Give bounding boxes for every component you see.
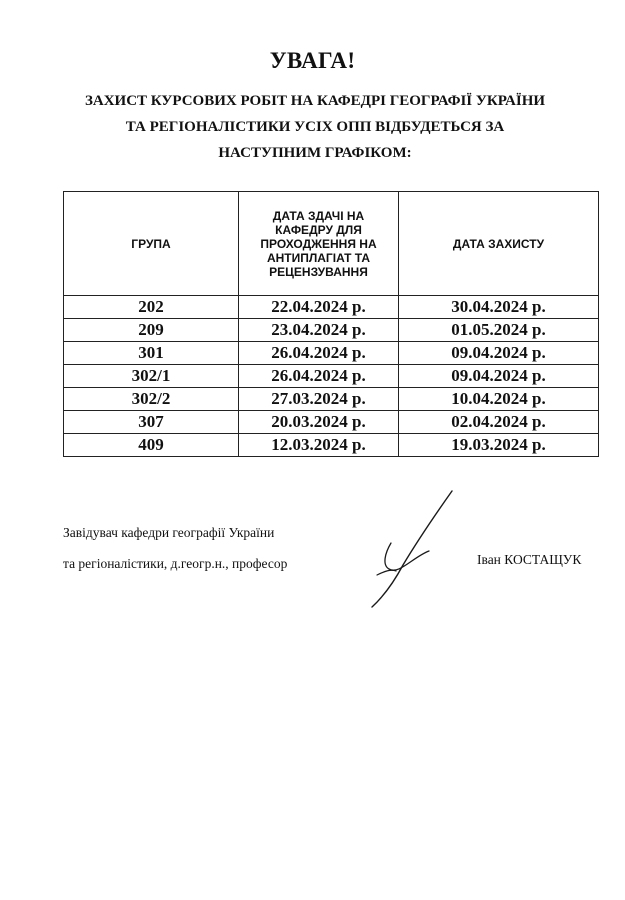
table-row <box>64 411 599 434</box>
schedule-table-body <box>64 296 599 457</box>
signer-position-line1: Завідувач кафедри географії України <box>63 525 275 540</box>
table-header-row <box>64 192 599 296</box>
table-row <box>64 388 599 411</box>
cell-date: 22.04.2024 р. <box>239 296 399 319</box>
signer-name: Іван КОСТАЩУК <box>477 552 582 567</box>
signer-position-line2: та регіоналістики, д.геогр.н., професор <box>63 556 288 571</box>
cell-group: 302/2 <box>64 388 239 411</box>
signer-position <box>63 517 363 579</box>
cell-group: 307 <box>64 411 239 434</box>
cell-defense: 09.04.2024 р. <box>399 365 599 388</box>
cell-group: 209 <box>64 319 239 342</box>
cell-defense: 30.04.2024 р. <box>399 296 599 319</box>
cell-date: 26.04.2024 р. <box>239 342 399 365</box>
cell-defense: 02.04.2024 р. <box>399 411 599 434</box>
column-header-submit-date-text: ДАТА ЗДАЧІ НА КАФЕДРУ ДЛЯ ПРОХОДЖЕННЯ НА АНТИПЛАГІАТ ТА РЕЦЕНЗУВАННЯ <box>260 208 377 279</box>
cell-date: 12.03.2024 р. <box>239 434 399 457</box>
table-row <box>64 342 599 365</box>
cell-date: 26.04.2024 р. <box>239 365 399 388</box>
cell-date: 20.03.2024 р. <box>239 411 399 434</box>
column-header-submit-date <box>239 192 399 296</box>
notice-title: УВАГА! <box>269 48 356 73</box>
cell-group: 202 <box>64 296 239 319</box>
cell-defense: 01.05.2024 р. <box>399 319 599 342</box>
handwritten-signature <box>355 485 465 610</box>
schedule-table <box>63 191 599 457</box>
cell-defense: 10.04.2024 р. <box>399 388 599 411</box>
cell-group: 409 <box>64 434 239 457</box>
notice-subtitle: ЗАХИСТ КУРСОВИХ РОБІТ НА КАФЕДРІ ГЕОГРАФІЇ УКРАЇНИ ТА РЕГІОНАЛІСТИКИ УСІХ ОПП ВІДБУДЕТЬСЯ ЗА НАСТУПНИМ ГРАФІКОМ: <box>84 93 546 161</box>
cell-group: 302/1 <box>64 365 239 388</box>
cell-group: 301 <box>64 342 239 365</box>
column-header-group: ГРУПА <box>64 192 239 296</box>
cell-date: 23.04.2024 р. <box>239 319 399 342</box>
cell-defense: 09.04.2024 р. <box>399 342 599 365</box>
column-header-defense-date: ДАТА ЗАХИСТУ <box>399 192 599 296</box>
table-row <box>64 319 599 342</box>
table-row <box>64 296 599 319</box>
cell-date: 27.03.2024 р. <box>239 388 399 411</box>
table-row <box>64 434 599 457</box>
table-row <box>64 365 599 388</box>
cell-defense: 19.03.2024 р. <box>399 434 599 457</box>
